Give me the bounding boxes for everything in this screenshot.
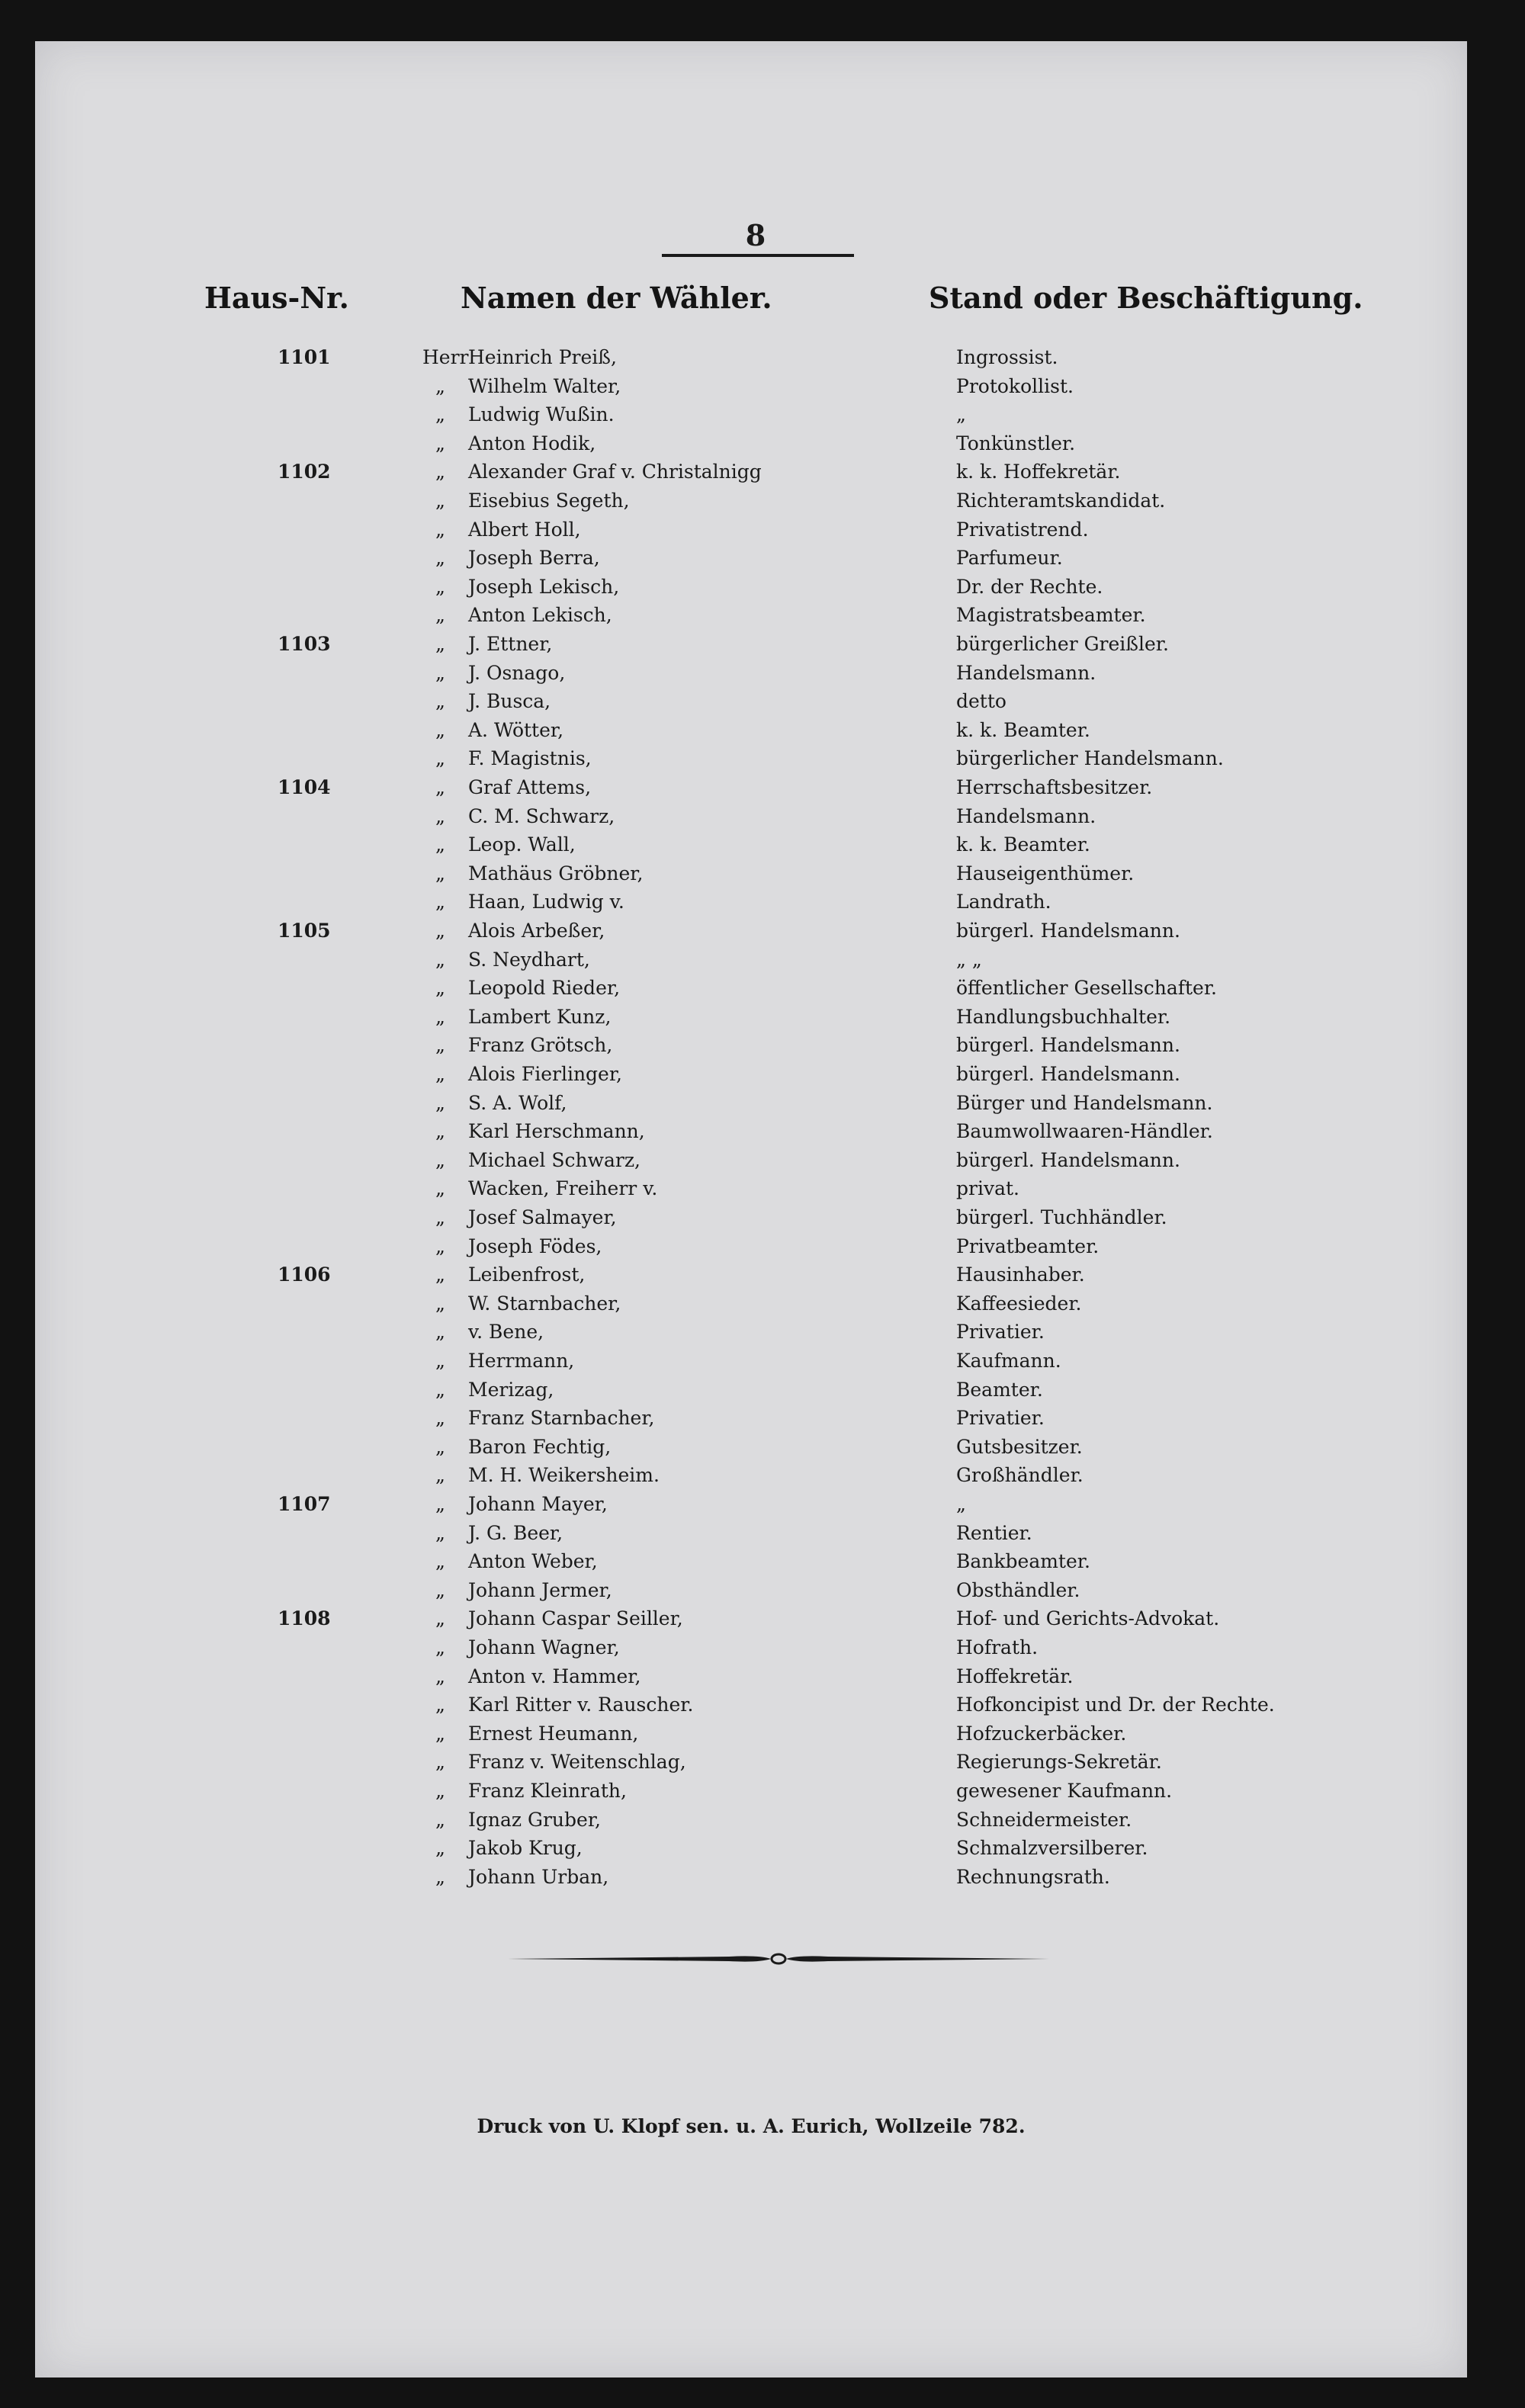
table-row bbox=[35, 744, 1467, 773]
voter-name: Merizag, bbox=[468, 1378, 554, 1401]
table-row bbox=[35, 802, 1467, 831]
table-row bbox=[35, 1117, 1467, 1146]
honorific: „ bbox=[435, 1751, 445, 1774]
honorific: „ bbox=[435, 547, 445, 570]
table-row bbox=[35, 1519, 1467, 1548]
voter-name: Jakob Krug, bbox=[468, 1837, 583, 1860]
honorific: „ bbox=[435, 403, 445, 426]
honorific: „ bbox=[435, 1206, 445, 1228]
honorific: „ bbox=[435, 1120, 445, 1143]
voter-name: F. Magistnis, bbox=[468, 747, 592, 770]
voter-name: Johann Urban, bbox=[468, 1865, 609, 1888]
voter-name: Leibenfrost, bbox=[468, 1263, 586, 1286]
voter-name: Haan, Ludwig v. bbox=[468, 891, 624, 913]
occupation: bürgerl. Tuchhändler. bbox=[956, 1206, 1167, 1228]
table-row bbox=[35, 1404, 1467, 1433]
table-row bbox=[35, 1318, 1467, 1347]
table-row bbox=[35, 1289, 1467, 1318]
honorific: „ bbox=[435, 1321, 445, 1344]
occupation: Ingrossist. bbox=[956, 346, 1058, 368]
table-row bbox=[35, 946, 1467, 974]
occupation: k. k. Beamter. bbox=[956, 833, 1090, 856]
honorific: „ bbox=[435, 920, 445, 942]
honorific: „ bbox=[435, 948, 445, 971]
table-row bbox=[35, 716, 1467, 745]
honorific: „ bbox=[435, 718, 445, 741]
honorific: „ bbox=[435, 1521, 445, 1544]
honorific: „ bbox=[435, 633, 445, 655]
occupation: Hoffekretär. bbox=[956, 1665, 1074, 1687]
table-row bbox=[35, 888, 1467, 917]
occupation: Kaffeesieder. bbox=[956, 1292, 1082, 1315]
honorific: „ bbox=[435, 374, 445, 397]
voter-name: Wilhelm Walter, bbox=[468, 374, 621, 397]
voter-name: Lambert Kunz, bbox=[468, 1005, 612, 1028]
honorific: „ bbox=[435, 432, 445, 454]
header-occupation: Stand oder Beschäftigung. bbox=[929, 281, 1363, 315]
voter-name: v. Bene, bbox=[468, 1321, 544, 1344]
occupation: detto bbox=[956, 690, 1006, 713]
table-row bbox=[35, 974, 1467, 1003]
occupation: k. k. Hoffekretär. bbox=[956, 461, 1121, 483]
table-row bbox=[35, 659, 1467, 688]
table-row bbox=[35, 1347, 1467, 1376]
voter-name: Wacken, Freiherr v. bbox=[468, 1177, 658, 1200]
voter-name: J. Osnago, bbox=[468, 661, 566, 684]
occupation: Schneidermeister. bbox=[956, 1808, 1132, 1831]
page-number-rule bbox=[662, 254, 854, 257]
honorific: „ bbox=[435, 1578, 445, 1601]
table-row bbox=[35, 1604, 1467, 1633]
honorific: „ bbox=[435, 1407, 445, 1430]
honorific: „ bbox=[435, 1694, 445, 1716]
table-row bbox=[35, 687, 1467, 716]
voter-name: Herrmann, bbox=[468, 1350, 575, 1372]
house-number: 1101 bbox=[278, 346, 331, 368]
voter-name: Franz Kleinrath, bbox=[468, 1780, 627, 1802]
voter-name: Heinrich Preiß, bbox=[468, 346, 617, 368]
table-row bbox=[35, 1031, 1467, 1060]
occupation: Handelsmann. bbox=[956, 804, 1096, 827]
table-row bbox=[35, 1633, 1467, 1662]
occupation: Regierungs-Sekretär. bbox=[956, 1751, 1162, 1774]
header-house-no: Haus-Nr. bbox=[204, 281, 349, 315]
occupation: Privatier. bbox=[956, 1407, 1045, 1430]
occupation: Obsthändler. bbox=[956, 1578, 1080, 1601]
table-row bbox=[35, 1719, 1467, 1748]
voter-name: Leop. Wall, bbox=[468, 833, 576, 856]
table-row bbox=[35, 601, 1467, 630]
voter-name: Karl Herschmann, bbox=[468, 1120, 645, 1143]
honorific: „ bbox=[435, 1464, 445, 1487]
voter-name: Johann Caspar Seiller, bbox=[468, 1607, 683, 1630]
table-row bbox=[35, 1461, 1467, 1490]
occupation: Landrath. bbox=[956, 891, 1051, 913]
table-row bbox=[35, 1806, 1467, 1835]
occupation: Baumwollwaaren-Händler. bbox=[956, 1120, 1213, 1143]
voter-name: Michael Schwarz, bbox=[468, 1148, 640, 1171]
table-row bbox=[35, 1260, 1467, 1289]
honorific: „ bbox=[435, 661, 445, 684]
occupation: öffentlicher Gesellschafter. bbox=[956, 977, 1218, 1000]
occupation: Rechnungsrath. bbox=[956, 1865, 1110, 1888]
honorific: „ bbox=[435, 1034, 445, 1057]
voter-name: Eisebius Segeth, bbox=[468, 490, 630, 512]
table-row bbox=[35, 917, 1467, 946]
occupation: privat. bbox=[956, 1177, 1019, 1200]
table-row bbox=[35, 1576, 1467, 1605]
table-row bbox=[35, 1834, 1467, 1863]
honorific: „ bbox=[435, 1235, 445, 1257]
table-row bbox=[35, 343, 1467, 372]
honorific: „ bbox=[435, 1808, 445, 1831]
occupation: Hof- und Gerichts-Advokat. bbox=[956, 1607, 1220, 1630]
voter-name: Graf Attems, bbox=[468, 776, 592, 798]
table-row bbox=[35, 1174, 1467, 1203]
occupation: Schmalzversilberer. bbox=[956, 1837, 1148, 1860]
occupation: Dr. der Rechte. bbox=[956, 575, 1103, 598]
table-row bbox=[35, 1690, 1467, 1719]
honorific: „ bbox=[435, 1780, 445, 1802]
voter-name: Ignaz Gruber, bbox=[468, 1808, 601, 1831]
table-row bbox=[35, 1748, 1467, 1777]
honorific: „ bbox=[435, 1837, 445, 1860]
honorific: „ bbox=[435, 747, 445, 770]
honorific: „ bbox=[435, 977, 445, 1000]
honorific: „ bbox=[435, 804, 445, 827]
voter-name: Franz v. Weitenschlag, bbox=[468, 1751, 686, 1774]
honorific: „ bbox=[435, 1177, 445, 1200]
table-row bbox=[35, 1490, 1467, 1519]
voter-name: S. Neydhart, bbox=[468, 948, 590, 971]
occupation: gewesener Kaufmann. bbox=[956, 1780, 1173, 1802]
voter-name: Anton Hodik, bbox=[468, 432, 596, 454]
table-row bbox=[35, 830, 1467, 859]
voter-name: Baron Fechtig, bbox=[468, 1435, 612, 1458]
honorific: „ bbox=[435, 1550, 445, 1573]
occupation: Kaufmann. bbox=[956, 1350, 1061, 1372]
printer-imprint: Druck von U. Klopf sen. u. A. Eurich, Wollzeile 782. bbox=[477, 2115, 1026, 2137]
occupation: bürgerl. Handelsmann. bbox=[956, 920, 1180, 942]
honorific: „ bbox=[435, 1350, 445, 1372]
occupation: Hofzuckerbäcker. bbox=[956, 1722, 1127, 1745]
table-row bbox=[35, 515, 1467, 544]
table-row bbox=[35, 486, 1467, 515]
table-row bbox=[35, 1662, 1467, 1691]
occupation: bürgerlicher Handelsmann. bbox=[956, 747, 1224, 770]
occupation: Bankbeamter. bbox=[956, 1550, 1090, 1573]
table-row bbox=[35, 573, 1467, 602]
honorific: „ bbox=[435, 1378, 445, 1401]
voter-name: Alois Fierlinger, bbox=[468, 1063, 623, 1085]
honorific: „ bbox=[435, 1665, 445, 1687]
paper-sheet bbox=[35, 41, 1467, 2377]
table-row bbox=[35, 1232, 1467, 1261]
occupation: Hofkoncipist und Dr. der Rechte. bbox=[956, 1694, 1275, 1716]
occupation: Hofrath. bbox=[956, 1636, 1039, 1658]
honorific: „ bbox=[435, 604, 445, 627]
occupation: Tonkünstler. bbox=[956, 432, 1076, 454]
voter-name: W. Starnbacher, bbox=[468, 1292, 621, 1315]
occupation: Gutsbesitzer. bbox=[956, 1435, 1083, 1458]
occupation: bürgerl. Handelsmann. bbox=[956, 1034, 1180, 1057]
occupation: Privatistrend. bbox=[956, 518, 1089, 541]
honorific: „ bbox=[435, 690, 445, 713]
occupation: Großhändler. bbox=[956, 1464, 1084, 1487]
table-row bbox=[35, 1146, 1467, 1175]
honorific: „ bbox=[435, 833, 445, 856]
occupation: Beamter. bbox=[956, 1378, 1043, 1401]
table-row bbox=[35, 859, 1467, 888]
house-number: 1103 bbox=[278, 633, 331, 655]
table-row bbox=[35, 1203, 1467, 1232]
honorific: „ bbox=[435, 1493, 445, 1515]
table-row bbox=[35, 400, 1467, 429]
honorific: „ bbox=[435, 1292, 445, 1315]
honorific: „ bbox=[435, 862, 445, 885]
table-row bbox=[35, 1547, 1467, 1576]
occupation: Handelsmann. bbox=[956, 661, 1096, 684]
honorific: „ bbox=[435, 490, 445, 512]
voter-name: C. M. Schwarz, bbox=[468, 804, 615, 827]
voter-name: Leopold Rieder, bbox=[468, 977, 621, 1000]
honorific: „ bbox=[435, 1063, 445, 1085]
voter-name: A. Wötter, bbox=[468, 718, 564, 741]
occupation: Bürger und Handelsmann. bbox=[956, 1091, 1213, 1114]
voter-name: Franz Starnbacher, bbox=[468, 1407, 655, 1430]
honorific: „ bbox=[435, 461, 445, 483]
table-row bbox=[35, 1433, 1467, 1462]
voter-name: Franz Grötsch, bbox=[468, 1034, 613, 1057]
occupation: Parfumeur. bbox=[956, 547, 1063, 570]
table-row bbox=[35, 429, 1467, 458]
table-row bbox=[35, 630, 1467, 659]
voter-name: Ludwig Wußin. bbox=[468, 403, 615, 426]
house-number: 1106 bbox=[278, 1263, 331, 1286]
voter-name: Josef Salmayer, bbox=[468, 1206, 617, 1228]
occupation: Hauseigenthümer. bbox=[956, 862, 1135, 885]
honorific: „ bbox=[435, 1435, 445, 1458]
voter-name: Alexander Graf v. Christalnigg bbox=[468, 461, 762, 483]
house-number: 1108 bbox=[278, 1607, 331, 1630]
occupation: Rentier. bbox=[956, 1521, 1032, 1544]
honorific: „ bbox=[435, 1005, 445, 1028]
house-number: 1105 bbox=[278, 920, 331, 942]
occupation: Handlungsbuchhalter. bbox=[956, 1005, 1171, 1028]
honorific: „ bbox=[435, 1263, 445, 1286]
table-row bbox=[35, 1863, 1467, 1892]
honorific: „ bbox=[435, 776, 445, 798]
occupation: bürgerl. Handelsmann. bbox=[956, 1148, 1180, 1171]
honorific: „ bbox=[435, 1148, 445, 1171]
house-number: 1104 bbox=[278, 776, 331, 798]
table-row bbox=[35, 544, 1467, 573]
occupation: bürgerlicher Greißler. bbox=[956, 633, 1169, 655]
voter-name: Karl Ritter v. Rauscher. bbox=[468, 1694, 694, 1716]
table-row bbox=[35, 1089, 1467, 1118]
occupation: Privatbeamter. bbox=[956, 1235, 1100, 1257]
table-row bbox=[35, 372, 1467, 401]
voter-name: J. Ettner, bbox=[468, 633, 553, 655]
header-names: Namen der Wähler. bbox=[461, 281, 772, 315]
honorific: Herr bbox=[422, 346, 469, 368]
honorific: „ bbox=[435, 1091, 445, 1114]
voter-name: Anton Lekisch, bbox=[468, 604, 612, 627]
occupation: Hausinhaber. bbox=[956, 1263, 1085, 1286]
occupation: Richteramtskandidat. bbox=[956, 490, 1166, 512]
voter-name: Johann Jermer, bbox=[468, 1578, 612, 1601]
occupation: „ bbox=[956, 1493, 966, 1515]
voter-name: Johann Wagner, bbox=[468, 1636, 620, 1658]
closing-ornament bbox=[508, 1947, 1049, 1970]
honorific: „ bbox=[435, 518, 445, 541]
occupation: „ bbox=[956, 403, 966, 426]
voter-name: S. A. Wolf, bbox=[468, 1091, 567, 1114]
voter-name: Ernest Heumann, bbox=[468, 1722, 639, 1745]
honorific: „ bbox=[435, 1722, 445, 1745]
voter-name: Joseph Födes, bbox=[468, 1235, 602, 1257]
page-number: 8 bbox=[745, 218, 766, 252]
honorific: „ bbox=[435, 1636, 445, 1658]
voter-name: Anton v. Hammer, bbox=[468, 1665, 641, 1687]
house-number: 1102 bbox=[278, 461, 331, 483]
voter-name: Albert Holl, bbox=[468, 518, 581, 541]
table-row bbox=[35, 1376, 1467, 1405]
honorific: „ bbox=[435, 1607, 445, 1630]
voter-name: J. Busca, bbox=[468, 690, 551, 713]
table-row bbox=[35, 458, 1467, 486]
table-row bbox=[35, 1777, 1467, 1806]
table-row bbox=[35, 1003, 1467, 1032]
voter-name: Joseph Berra, bbox=[468, 547, 600, 570]
honorific: „ bbox=[435, 1865, 445, 1888]
voter-name: Alois Arbeßer, bbox=[468, 920, 605, 942]
occupation: „ „ bbox=[956, 948, 982, 971]
voter-name: J. G. Beer, bbox=[468, 1521, 563, 1544]
voter-name: Johann Mayer, bbox=[468, 1493, 608, 1515]
voter-name: M. H. Weikersheim. bbox=[468, 1464, 660, 1487]
table-row bbox=[35, 773, 1467, 802]
voter-name: Joseph Lekisch, bbox=[468, 575, 620, 598]
voter-name: Anton Weber, bbox=[468, 1550, 598, 1573]
honorific: „ bbox=[435, 891, 445, 913]
occupation: Privatier. bbox=[956, 1321, 1045, 1344]
occupation: bürgerl. Handelsmann. bbox=[956, 1063, 1180, 1085]
honorific: „ bbox=[435, 575, 445, 598]
house-number: 1107 bbox=[278, 1493, 331, 1515]
occupation: Protokollist. bbox=[956, 374, 1074, 397]
table-row bbox=[35, 1060, 1467, 1089]
occupation: k. k. Beamter. bbox=[956, 718, 1090, 741]
voter-name: Mathäus Gröbner, bbox=[468, 862, 644, 885]
occupation: Magistratsbeamter. bbox=[956, 604, 1146, 627]
occupation: Herrschaftsbesitzer. bbox=[956, 776, 1153, 798]
